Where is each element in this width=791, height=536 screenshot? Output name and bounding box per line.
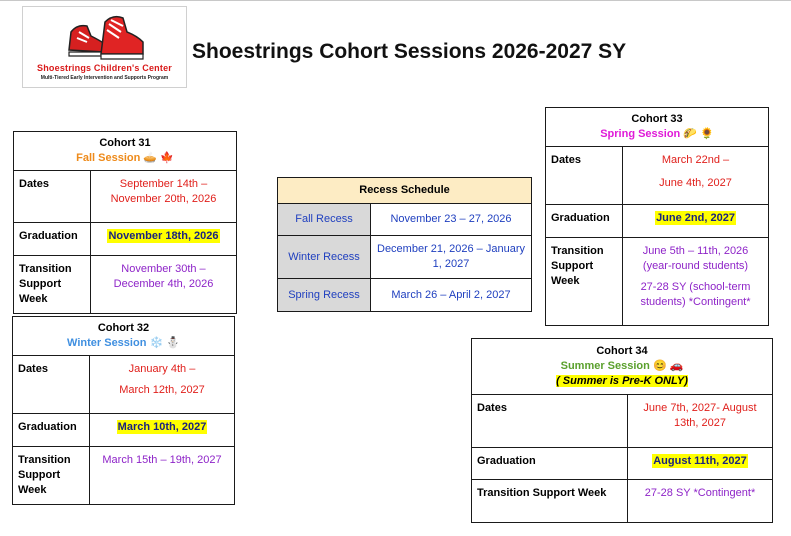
cohort-34-table <box>471 338 773 523</box>
cohort-33-graduation: June 2nd, 2027 <box>623 205 769 238</box>
cohort-32-title: Cohort 32 <box>97 322 150 334</box>
spring-recess-dates: March 26 – April 2, 2027 <box>371 279 532 312</box>
cohort-33-transition: June 5th – 11th, 2026 (year-round students) 27-28 SY (school-term students) *Contingent* <box>623 238 769 326</box>
winter-recess-label: Winter Recess <box>278 236 371 279</box>
cohort-31-graduation: November 18th, 2026 <box>91 223 237 256</box>
cohort-32-header <box>13 317 235 356</box>
cohort-33-session: Spring Session 🌮 🌻 <box>600 128 714 140</box>
cohort-34-graduation-label: Graduation <box>472 448 628 480</box>
shoestrings-logo <box>22 6 187 88</box>
cohort-33-dates: March 22nd – June 4th, 2027 <box>623 147 769 205</box>
logo-subtitle: Multi-Tiered Early Intervention and Supports Program <box>40 75 169 81</box>
cohort-32-transition-label: Transition Support Week <box>13 447 90 505</box>
cohort-33-graduation-label: Graduation <box>546 205 623 238</box>
cohort-32-dates-label: Dates <box>13 356 90 414</box>
winter-recess-dates: December 21, 2026 – January 1, 2027 <box>371 236 532 279</box>
cohort-31-table <box>13 131 237 314</box>
cohort-34-graduation: August 11th, 2027 <box>628 448 773 480</box>
cohort-34-note: ( Summer is Pre-K ONLY) <box>556 375 688 387</box>
cohort-33-dates-label: Dates <box>546 147 623 205</box>
cohort-31-dates-label: Dates <box>14 171 91 223</box>
cohort-31-session: Fall Session 🥧 🍁 <box>76 152 174 164</box>
cohort-32-table <box>12 316 235 505</box>
sneakers-icon <box>65 10 145 64</box>
cohort-32-dates: January 4th – March 12th, 2027 <box>90 356 235 414</box>
cohort-34-dates: June 7th, 2027- August 13th, 2027 <box>628 395 773 448</box>
cohort-34-title: Cohort 34 <box>596 345 648 357</box>
cohort-34-header <box>472 339 773 395</box>
cohort-34-session: Summer Session 😊 🚗 <box>560 360 684 372</box>
fall-recess-dates: November 23 – 27, 2026 <box>371 204 532 236</box>
cohort-33-title: Cohort 33 <box>631 113 683 125</box>
cohort-31-graduation-label: Graduation <box>14 223 91 256</box>
smile-car-icon: 😊 🚗 <box>652 360 684 372</box>
cohort-34-dates-label: Dates <box>472 395 628 448</box>
cohort-31-transition-label: Transition Support Week <box>14 256 91 314</box>
cohort-31-transition: November 30th – December 4th, 2026 <box>91 256 237 314</box>
logo-name: Shoestrings Children's Center <box>37 63 172 73</box>
cohort-31-header <box>14 132 237 171</box>
cohort-32-graduation: March 10th, 2027 <box>90 414 235 447</box>
cohort-33-transition-label: Transition Support Week <box>546 238 623 326</box>
cohort-34-transition: 27-28 SY *Contingent* <box>628 480 773 523</box>
cohort-34-transition-label: Transition Support Week <box>472 480 628 523</box>
recess-header: Recess Schedule <box>278 178 532 204</box>
page-title: Shoestrings Cohort Sessions 2026-2027 SY <box>192 40 627 63</box>
fall-recess-label: Fall Recess <box>278 204 371 236</box>
pie-leaf-icon: 🥧 🍁 <box>143 152 174 164</box>
top-divider <box>0 0 791 1</box>
cohort-33-header <box>546 108 769 147</box>
cohort-31-title: Cohort 31 <box>99 137 151 149</box>
cohort-31-dates: September 14th – November 20th, 2026 <box>91 171 237 223</box>
cohort-32-session: Winter Session ❄️ ⛄ <box>67 337 180 349</box>
cohort-32-graduation-label: Graduation <box>13 414 90 447</box>
snowflake-snowman-icon: ❄️ ⛄ <box>149 337 180 349</box>
recess-schedule-table <box>277 177 532 312</box>
cohort-32-transition: March 15th – 19th, 2027 <box>90 447 235 505</box>
taco-sunflower-icon: 🌮 🌻 <box>683 128 714 140</box>
cohort-33-table <box>545 107 769 326</box>
spring-recess-label: Spring Recess <box>278 279 371 312</box>
